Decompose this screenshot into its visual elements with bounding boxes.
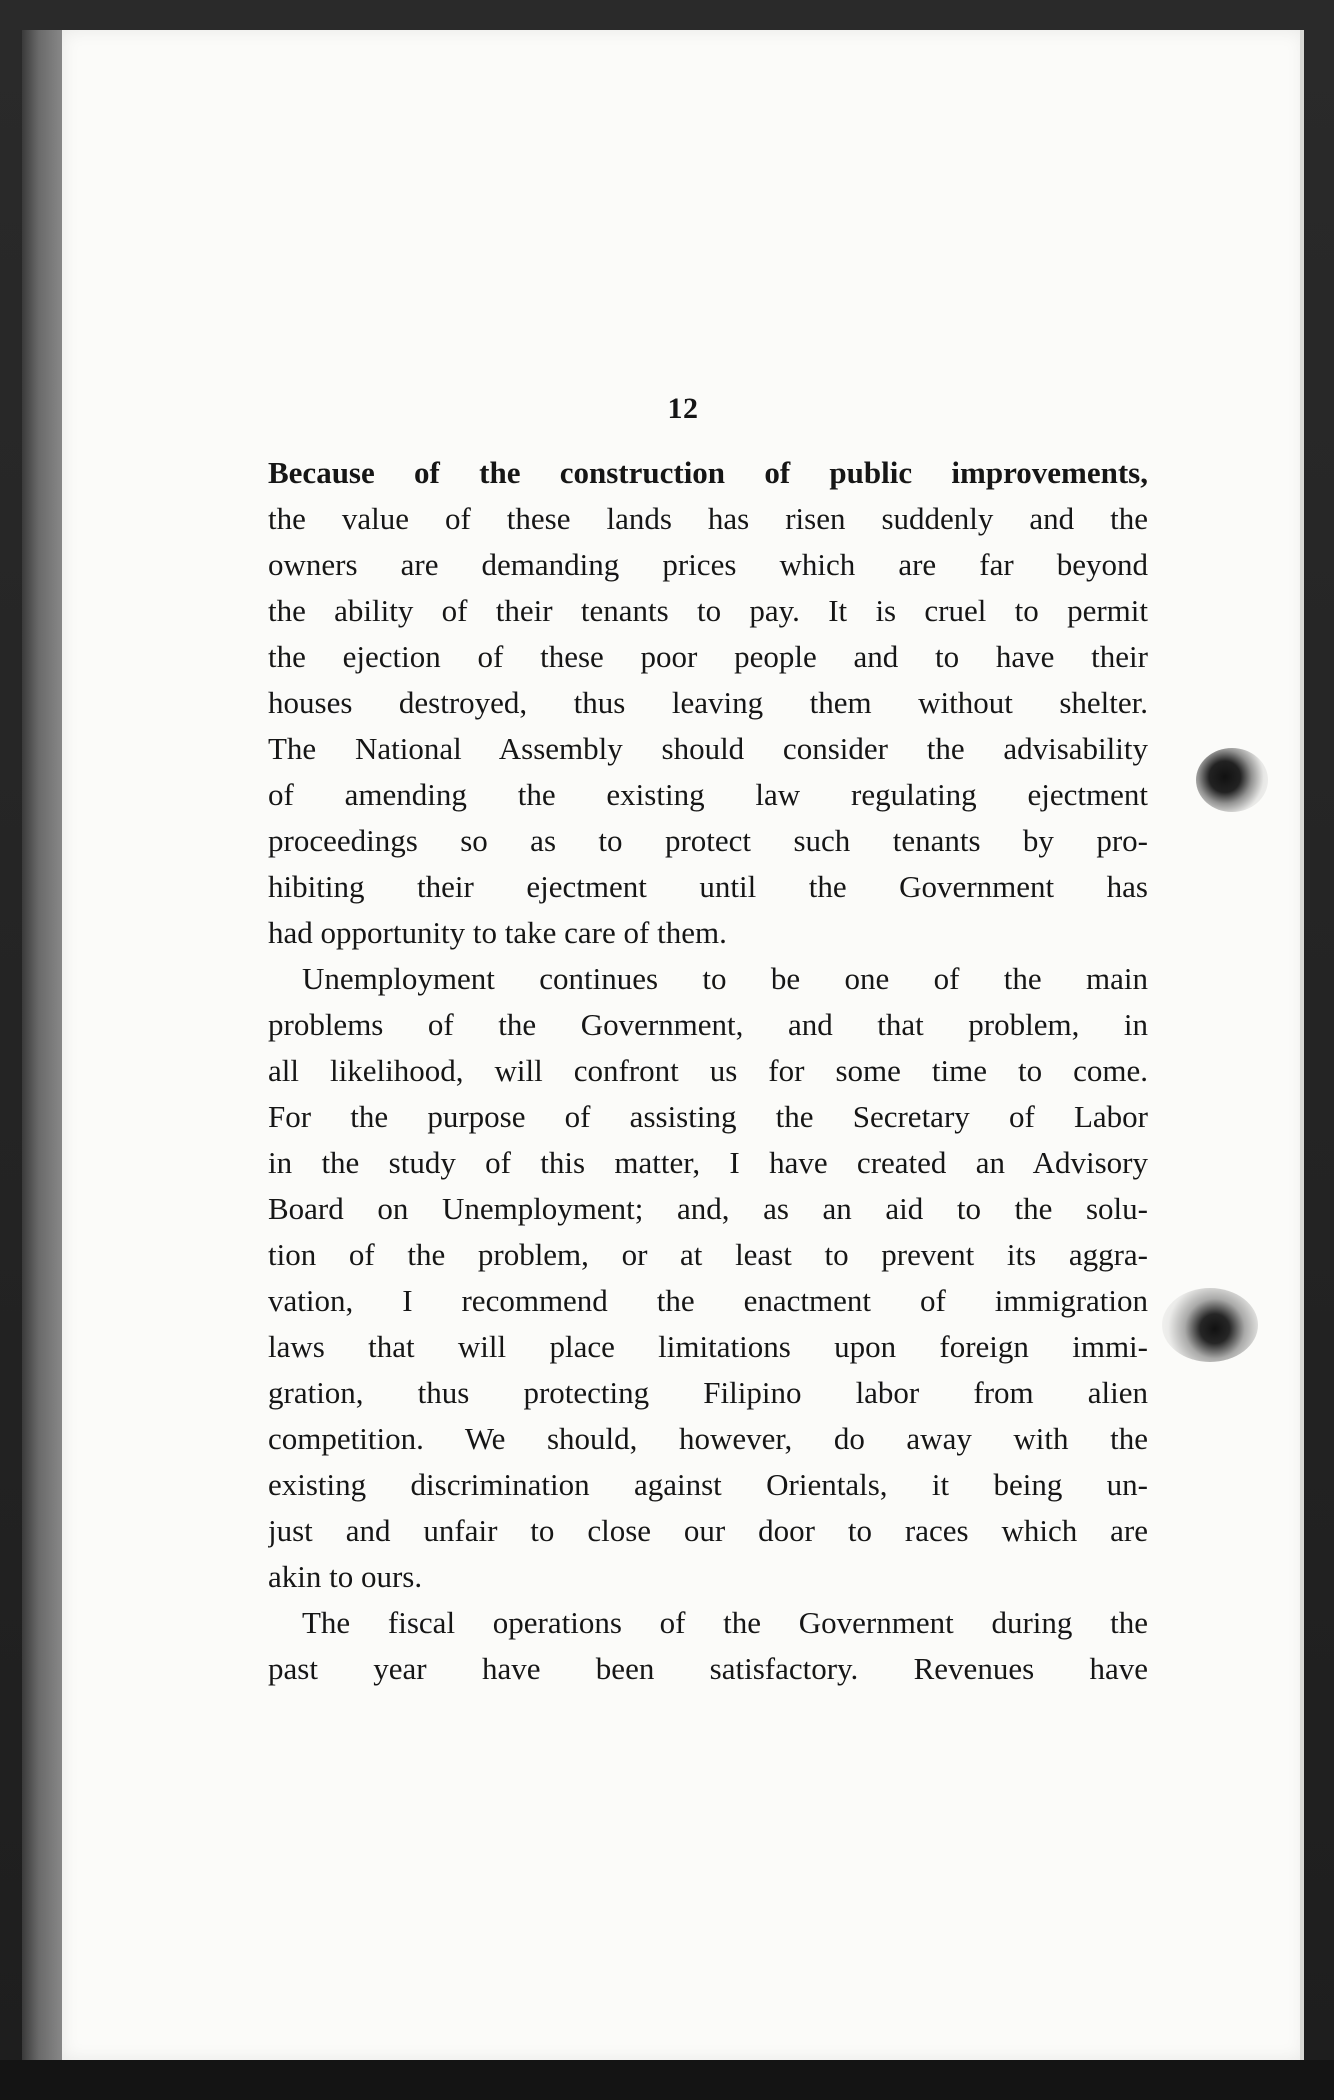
text-line: competition. We should, however, do away with the bbox=[268, 1421, 1148, 1456]
page-number: 12 bbox=[667, 392, 699, 425]
text-line: existing discrimination against Orientals, it being un- bbox=[268, 1467, 1148, 1502]
text-line: proceedings so as to protect such tenants by pro- bbox=[268, 823, 1148, 858]
text-line: houses destroyed, thus leaving them without shelter. bbox=[268, 685, 1148, 720]
text-line: The fiscal operations of the Government during the bbox=[302, 1605, 1148, 1640]
text-line: Because of the construction of public improvements, bbox=[268, 455, 1148, 490]
text-line: just and unfair to close our door to races which are bbox=[268, 1513, 1148, 1548]
scan-bottom-edge bbox=[0, 2060, 1334, 2100]
text-line: the ejection of these poor people and to have their bbox=[268, 639, 1148, 674]
binder-hole-mark bbox=[1162, 1288, 1258, 1362]
text-line: laws that will place limitations upon foreign immi- bbox=[268, 1329, 1148, 1364]
text-line: Board on Unemployment; and, as an aid to the solu- bbox=[268, 1191, 1148, 1226]
binder-hole-mark bbox=[1196, 748, 1268, 812]
text-line: the value of these lands has risen suddenly and the bbox=[268, 501, 1148, 536]
text-line: vation, I recommend the enactment of immigration bbox=[268, 1283, 1148, 1318]
text-line: the ability of their tenants to pay. It is cruel to permit bbox=[268, 593, 1148, 628]
document-page bbox=[62, 30, 1304, 2060]
text-line: all likelihood, will confront us for some time to come. bbox=[268, 1053, 1148, 1088]
text-line: For the purpose of assisting the Secretary of Labor bbox=[268, 1099, 1148, 1134]
text-line: Unemployment continues to be one of the main bbox=[302, 961, 1148, 996]
text-line: had opportunity to take care of them. bbox=[268, 915, 727, 950]
text-line: owners are demanding prices which are far beyond bbox=[268, 547, 1148, 582]
text-line: hibiting their ejectment until the Government has bbox=[268, 869, 1148, 904]
text-line: of amending the existing law regulating ejectment bbox=[268, 777, 1148, 812]
text-line: tion of the problem, or at least to prevent its aggra- bbox=[268, 1237, 1148, 1272]
text-line: akin to ours. bbox=[268, 1559, 423, 1594]
text-line: in the study of this matter, I have created an Advisory bbox=[268, 1145, 1148, 1180]
body-text bbox=[268, 450, 1148, 1692]
book-spine-shadow bbox=[22, 30, 64, 2060]
text-line: The National Assembly should consider the advisability bbox=[268, 731, 1148, 766]
text-line: problems of the Government, and that problem, in bbox=[268, 1007, 1148, 1042]
page-edge bbox=[1300, 30, 1304, 2060]
text-line: gration, thus protecting Filipino labor from alien bbox=[268, 1375, 1148, 1410]
text-line: past year have been satisfactory. Revenues have bbox=[268, 1651, 1148, 1686]
